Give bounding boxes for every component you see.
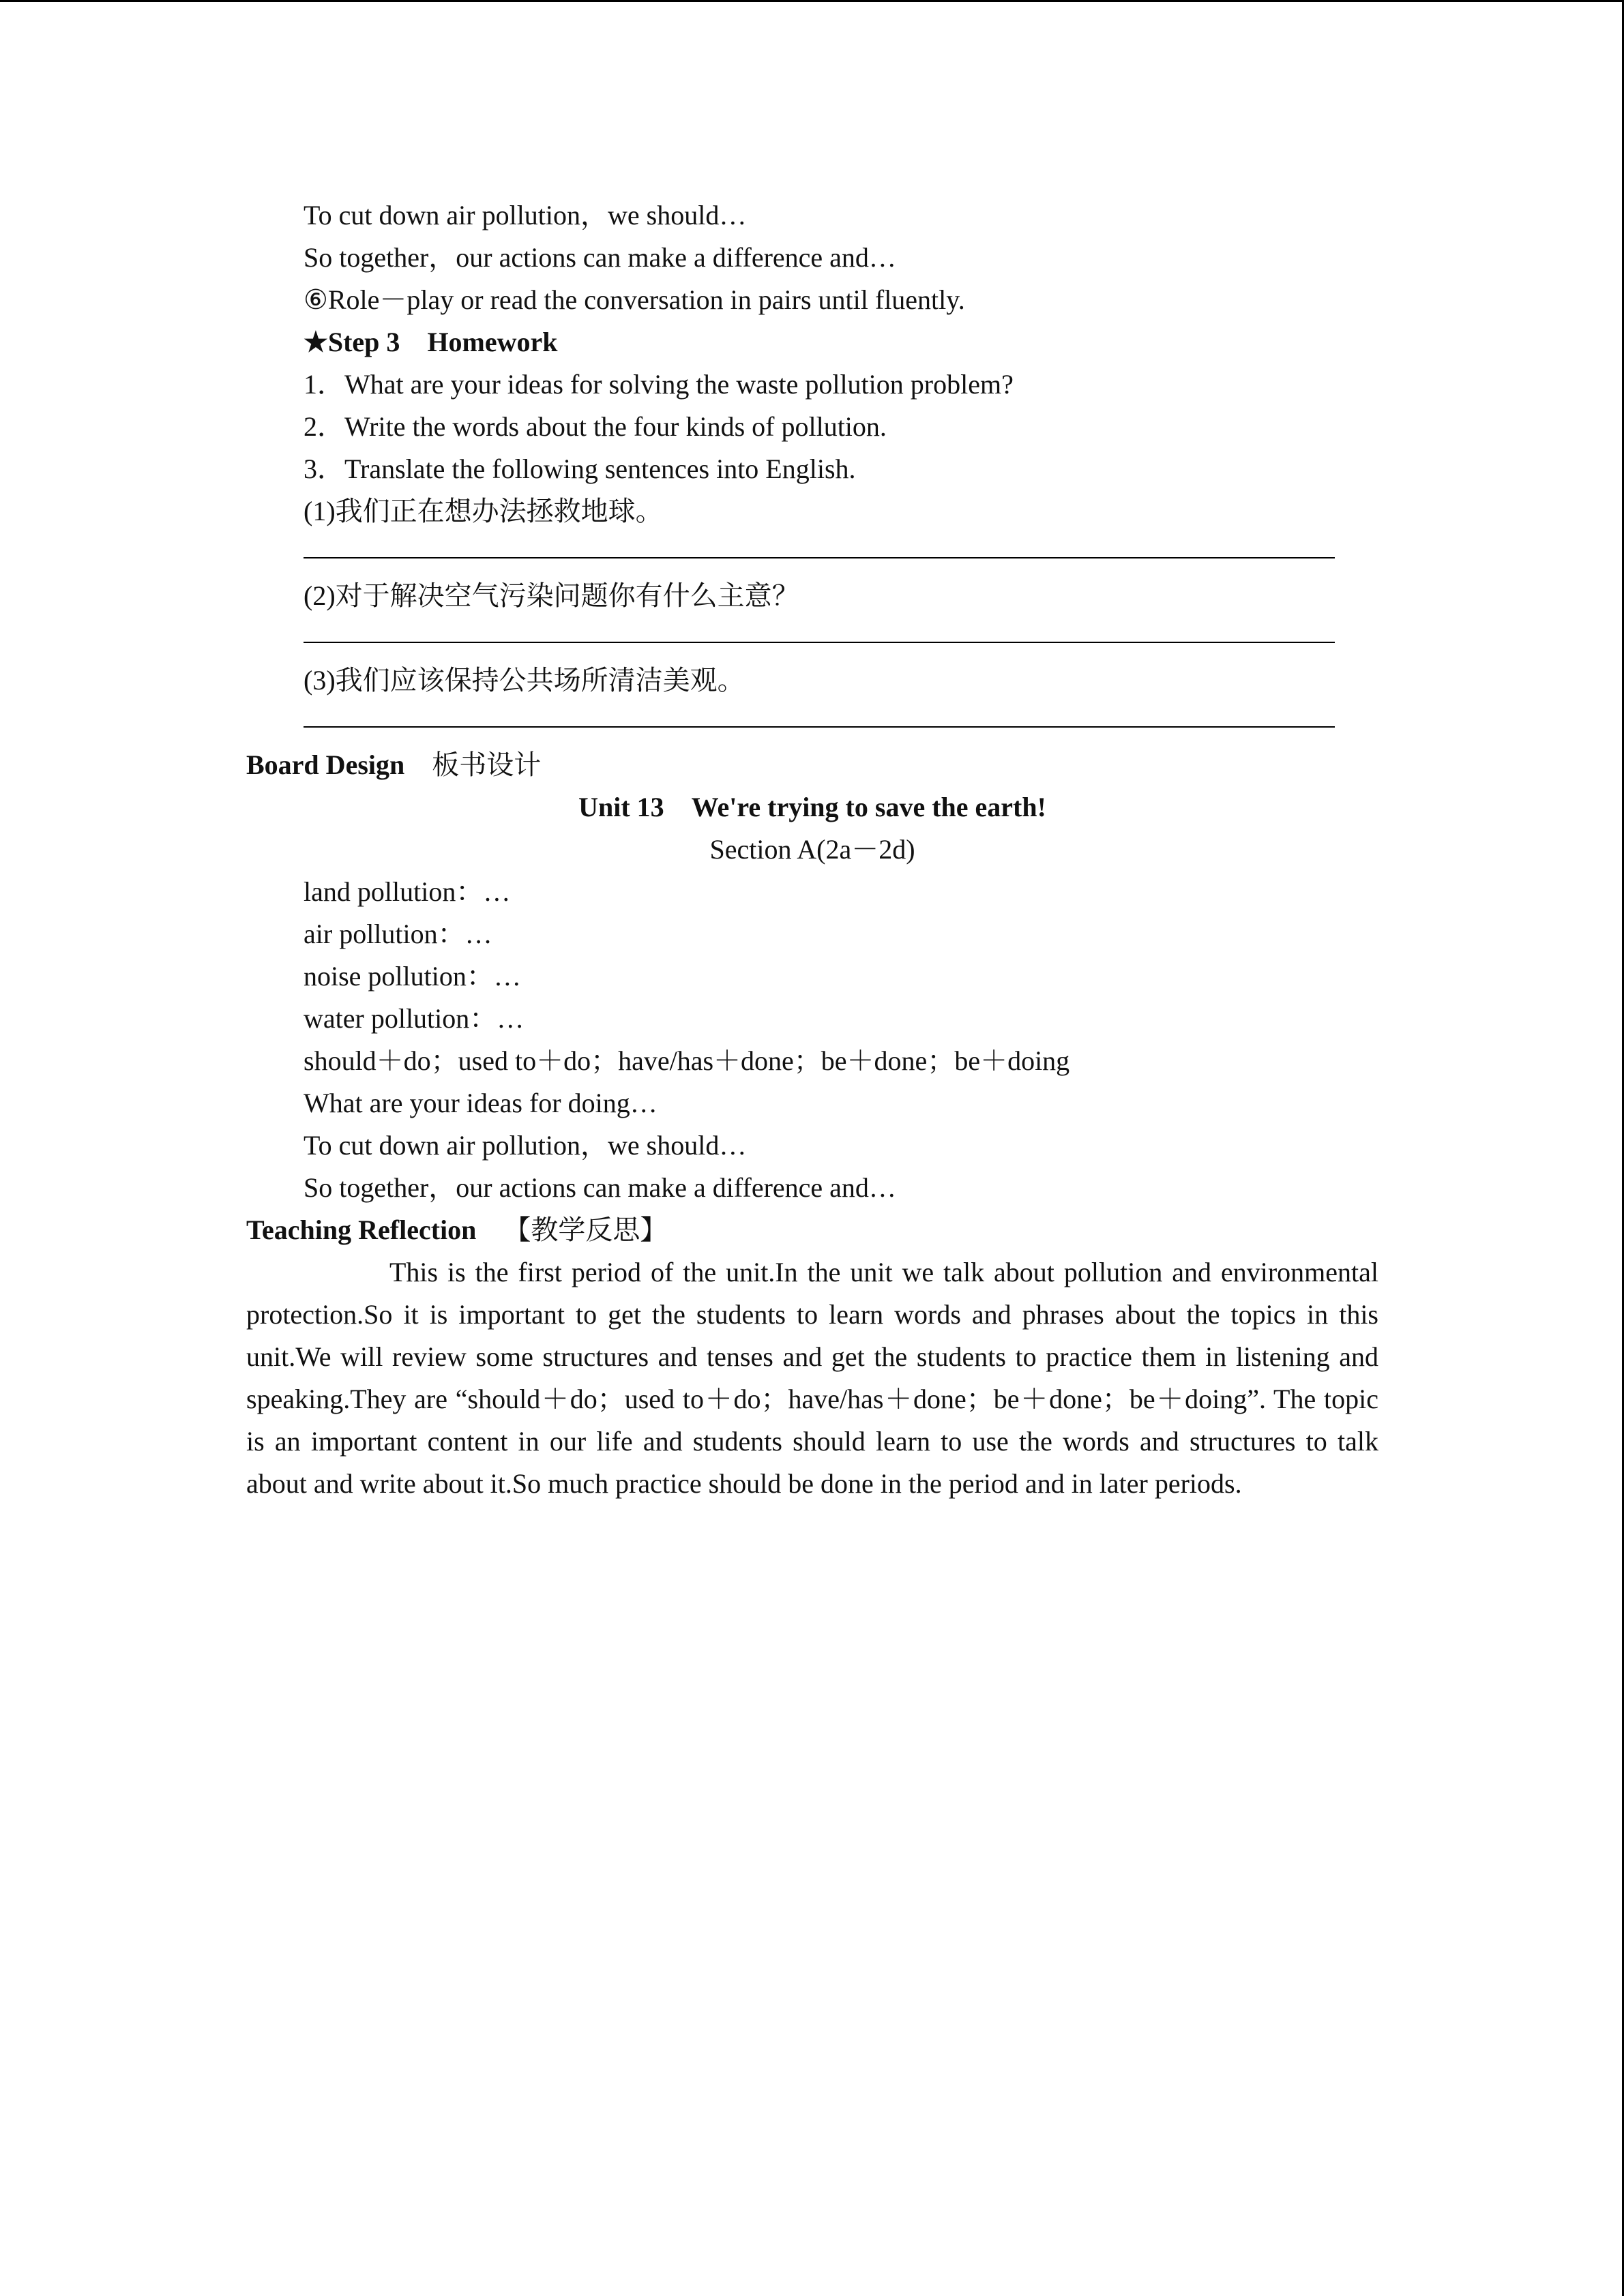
homework-step-label: ★Step 3	[304, 327, 400, 357]
translation-item-3: (3)我们应该保持公共场所清洁美观。	[304, 665, 745, 696]
step2-line-3: ⑥Role－play or read the conversation in pairs until fluently.	[304, 284, 965, 315]
board-design-heading	[246, 744, 1378, 786]
homework-heading	[246, 321, 1378, 363]
board-line-5: should＋do；used to＋do；have/has＋done；be＋done；be＋doing	[304, 1045, 1070, 1076]
answer-blank-2	[304, 617, 1335, 659]
board-line-7: To cut down air pollution，we should…	[304, 1130, 747, 1161]
answer-blank-1	[304, 533, 1335, 575]
board-design-heading-en: Board Design	[246, 749, 405, 780]
board-line-2: air pollution：…	[304, 919, 492, 949]
reflection-paragraph: This is the first period of the unit.In the unit we talk about pollution and environmental protection.So it is important to get the students to learn words and phrases about the topics in this unit.We will review some structures and tenses and get the students to practice them in listening and speaking.They are “should＋do；used to＋do；have/has＋done；be＋done；be＋doing”. The topic is an important content in our life and students should learn to use the words and structures to talk about and write about it.So much practice should be done in the period and in later periods.	[246, 1257, 1378, 1499]
reflection-heading	[246, 1209, 1378, 1251]
reflection-heading-zh: 【教学反思】	[503, 1214, 668, 1245]
board-line-3: noise pollution：…	[304, 961, 521, 992]
answer-blank-3	[304, 702, 1335, 744]
homework-title: Homework	[427, 327, 558, 357]
document-body	[246, 194, 1378, 1505]
homework-item-1: 1．What are your ideas for solving the waste pollution problem?	[304, 369, 1014, 400]
unit-label: Unit 13	[578, 792, 664, 822]
step2-line-1: To cut down air pollution，we should…	[304, 200, 747, 230]
board-line-6: What are your ideas for doing…	[304, 1088, 658, 1118]
unit-title	[246, 786, 1378, 829]
unit-title-text: We're trying to save the earth!	[691, 792, 1046, 822]
board-line-8: So together，our actions can make a difference and…	[304, 1172, 896, 1203]
section-label: Section A(2a－2d)	[709, 834, 915, 865]
homework-item-2: 2．Write the words about the four kinds of pollution.	[304, 411, 887, 442]
translation-item-2: (2)对于解决空气污染问题你有什么主意？	[304, 580, 799, 611]
reflection-heading-en: Teaching Reflection	[246, 1214, 477, 1245]
translation-item-1: (1)我们正在想办法拯救地球。	[304, 496, 663, 526]
board-design-heading-zh: 板书设计	[432, 749, 542, 780]
page-border-top	[0, 0, 1624, 2]
board-line-4: water pollution：…	[304, 1003, 525, 1034]
homework-item-3: 3．Translate the following sentences into English.	[304, 453, 856, 484]
board-line-1: land pollution：…	[304, 876, 511, 907]
step2-line-2: So together，our actions can make a difference and…	[304, 242, 896, 273]
